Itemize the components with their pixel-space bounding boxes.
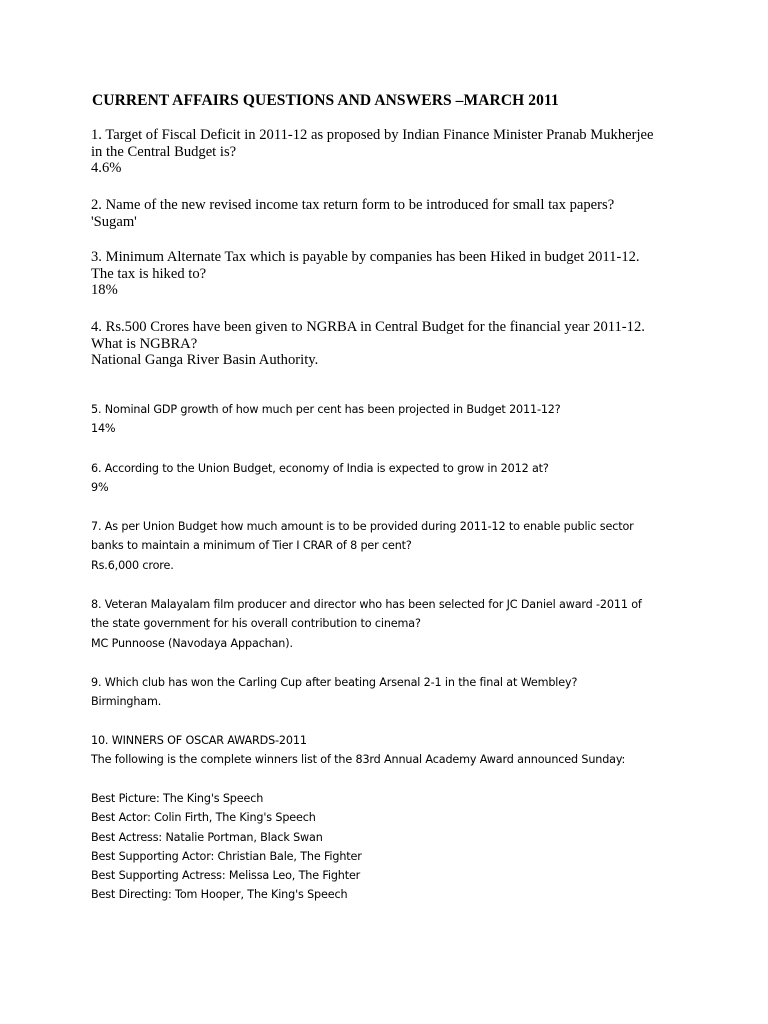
question-text: 7. As per Union Budget how much amount is to be provided during 2011-12 to enable public sector <box>91 520 634 533</box>
answer-text: National Ganga River Basin Authority. <box>91 352 319 368</box>
question-text: in the Central Budget is? <box>91 143 237 160</box>
question-2 <box>91 197 614 230</box>
answer-text: 9% <box>91 481 109 495</box>
question-text: 3. Minimum Alternate Tax which is payable by companies has been Hiked in budget 2011-12. <box>91 249 640 265</box>
question-text: 6. According to the Union Budget, economy of India is expected to grow in 2012 at? <box>91 462 549 475</box>
answer-text: 14% <box>91 422 116 436</box>
question-text: The tax is hiked to? <box>91 265 207 282</box>
question-text: 8. Veteran Malayalam film producer and director who has been selected for JC Daniel award -2011 of <box>91 598 642 611</box>
question-text: The following is the complete winners list of the 83rd Annual Academy Award announced Sunday: <box>91 753 626 767</box>
list-item: Best Directing: Tom Hooper, The King's Speech <box>91 888 348 902</box>
answer-text: 4.6% <box>91 160 122 176</box>
question-text: 9. Which club has won the Carling Cup after beating Arsenal 2-1 in the final at Wembley? <box>91 676 578 689</box>
answer-text: 'Sugam' <box>91 213 137 230</box>
question-text: the state government for his overall contribution to cinema? <box>91 617 421 631</box>
answer-text: 18% <box>91 282 118 298</box>
question-text: banks to maintain a minimum of Tier I CRAR of 8 per cent? <box>91 539 412 553</box>
question-9 <box>91 673 577 712</box>
question-text: 1. Target of Fiscal Deficit in 2011-12 as proposed by Indian Finance Minister Pranab Mukherjee <box>91 127 654 143</box>
question-text: 2. Name of the new revised income tax return form to be introduced for small tax papers? <box>91 197 615 213</box>
question-8 <box>91 595 642 653</box>
question-3 <box>91 249 640 299</box>
page-title: CURRENT AFFAIRS QUESTIONS AND ANSWERS –MARCH 2011 <box>92 92 559 109</box>
question-7 <box>91 517 634 575</box>
question-5 <box>91 400 561 439</box>
list-item: Best Actor: Colin Firth, The King's Speech <box>91 811 316 825</box>
list-item: Best Picture: The King's Speech <box>91 792 264 805</box>
answer-text: Birmingham. <box>91 695 162 709</box>
list-item: Best Supporting Actor: Christian Bale, The Fighter <box>91 849 362 863</box>
answer-text: MC Punnoose (Navodaya Appachan). <box>91 636 293 650</box>
question-10 <box>91 731 625 770</box>
question-4 <box>91 319 645 369</box>
question-1 <box>91 127 653 177</box>
oscar-winners-list <box>91 789 362 905</box>
answer-text: Rs.6,000 crore. <box>91 558 174 572</box>
question-6 <box>91 459 549 498</box>
section-heading: 10. WINNERS OF OSCAR AWARDS-2011 <box>91 734 307 747</box>
question-text: 4. Rs.500 Crores have been given to NGRBA in Central Budget for the financial year 2011-12. <box>91 319 645 335</box>
list-item: Best Actress: Natalie Portman, Black Swan <box>91 830 323 844</box>
question-text: 5. Nominal GDP growth of how much per cent has been projected in Budget 2011-12? <box>91 403 561 416</box>
question-text: What is NGBRA? <box>91 335 198 352</box>
list-item: Best Supporting Actress: Melissa Leo, The Fighter <box>91 869 361 883</box>
